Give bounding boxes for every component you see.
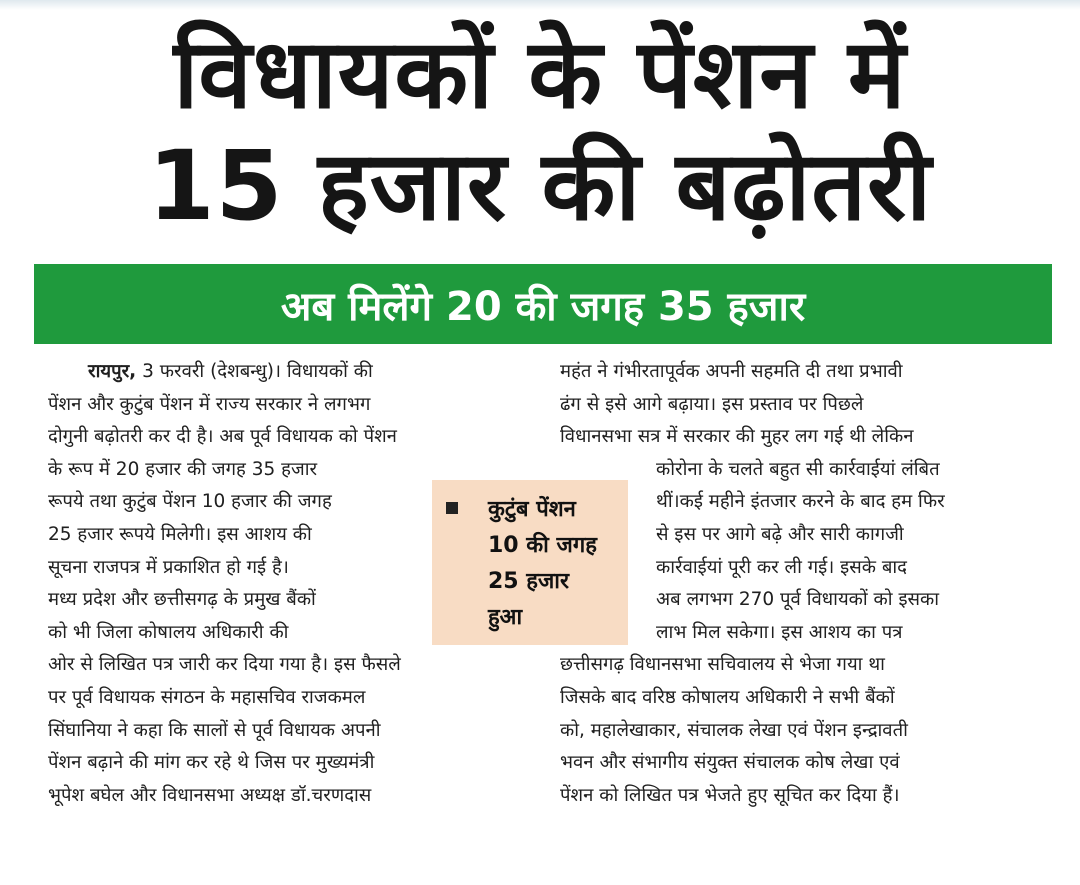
pullquote-line: हुआ: [488, 605, 523, 630]
article-line: भवन और संभागीय संयुक्त संचालक कोष लेखा एवं: [560, 752, 900, 774]
square-bullet-icon: [446, 502, 458, 514]
article-line: से इस पर आगे बढ़े और सारी कागजी: [656, 523, 904, 545]
pullquote-text: [488, 492, 620, 636]
article-line: सिंघानिया ने कहा कि सालों से पूर्व विधायक अपनी: [48, 719, 381, 741]
article-line: भूपेश बघेल और विधानसभा अध्यक्ष डॉ.चरणदास: [48, 784, 372, 806]
article-line: ओर से लिखित पत्र जारी कर दिया गया है। इस फैसले: [48, 654, 401, 676]
article-line: पर पूर्व विधायक संगठन के महासचिव राजकमल: [48, 686, 366, 708]
pullquote-box: [432, 480, 628, 645]
article-column-right: [560, 356, 1044, 812]
article-line: पेंशन को लिखित पत्र भेजते हुए सूचित कर दिया हैं।: [560, 784, 900, 806]
top-strip: [0, 0, 1080, 10]
article-line: अब लगभग 270 पूर्व विधायकों को इसका: [656, 589, 940, 611]
article-line: दोगुनी बढ़ोतरी कर दी है। अब पूर्व विधायक को पेंशन: [48, 426, 397, 448]
subheadline-text: अब मिलेंगे 20 की जगह 35 हजार: [280, 283, 806, 330]
article-line: के रूप में 20 हजार की जगह 35 हजार: [48, 458, 318, 480]
pullquote-line: 25 हजार: [488, 569, 569, 594]
headline-line-2: 15 हजार की बढ़ोतरी: [147, 130, 933, 242]
article-line: को भी जिला कोषालय अधिकारी की: [48, 621, 289, 643]
headline-line-1: विधायकों के पेंशन में: [173, 18, 907, 130]
article-line: ढंग से इसे आगे बढ़ाया। इस प्रस्ताव पर पिछले: [560, 393, 864, 415]
article-line: को, महालेखाकार, संचालक लेखा एवं पेंशन इन्द्रावती: [560, 719, 908, 741]
article-line: जिसके बाद वरिष्ठ कोषालय अधिकारी ने सभी बैंकों: [560, 686, 895, 708]
article-line: रूपये तथा कुटुंब पेंशन 10 हजार की जगह: [48, 491, 332, 513]
dateline-place: रायपुर,: [88, 361, 137, 382]
article-line: कोरोना के चलते बहुत सी कार्रवाईयां लंबित: [656, 458, 940, 480]
article-line: कार्रवाईयां पूरी कर ली गई। इसके बाद: [656, 556, 907, 578]
article-line: सूचना राजपत्र में प्रकाशित हो गई है।: [48, 556, 289, 578]
headline: [30, 18, 1050, 242]
article-line: महंत ने गंभीरतापूर्वक अपनी सहमति दी तथा प्रभावी: [560, 361, 903, 382]
dateline-rest: 3 फरवरी (देशबन्धु)। विधायकों की: [136, 361, 373, 382]
article-line: पेंशन और कुटुंब पेंशन में राज्य सरकार ने लगभग: [48, 393, 371, 415]
article-line: विधानसभा सत्र में सरकार की मुहर लग गई थी लेकिन: [560, 426, 914, 448]
article-line: थीं।कई महीने इंतजार करने के बाद हम फिर: [656, 491, 945, 513]
article-line: पेंशन बढ़ाने की मांग कर रहे थे जिस पर मुख्यमंत्री: [48, 752, 375, 774]
article-line: छत्तीसगढ़ विधानसभा सचिवालय से भेजा गया था: [560, 654, 885, 676]
dateline: [48, 356, 528, 389]
article-line: 25 हजार रूपये मिलेगी। इस आशय की: [48, 523, 312, 545]
pullquote-line: 10 की जगह: [488, 533, 597, 558]
article-line: मध्य प्रदेश और छत्तीसगढ़ के प्रमुख बैंकों: [48, 589, 316, 611]
pullquote-line: कुटुंब पेंशन: [488, 497, 576, 522]
subheadline-banner: [34, 264, 1052, 344]
article-line: लाभ मिल सकेगा। इस आशय का पत्र: [656, 621, 903, 643]
